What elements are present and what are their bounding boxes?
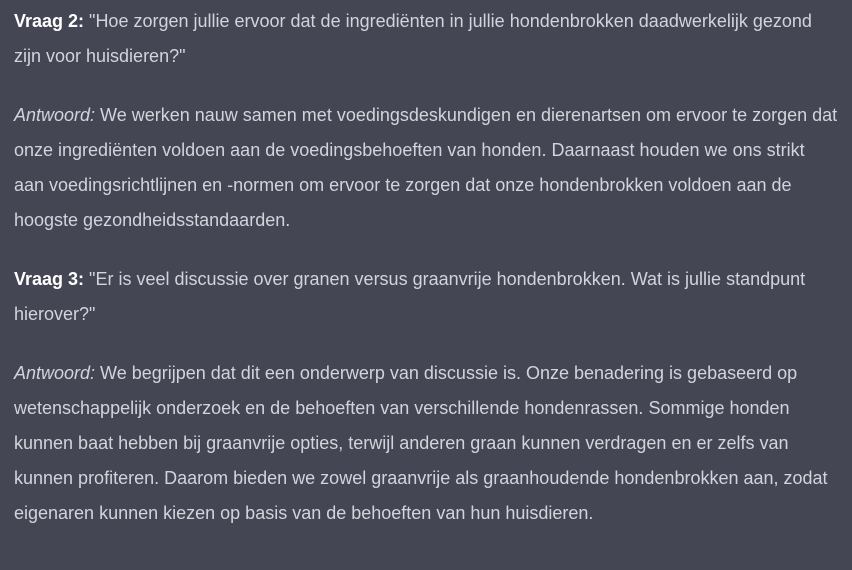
answer-3 [14,356,838,531]
answer-2 [14,98,838,238]
question-label: Vraag 3: [14,269,85,289]
answer-label: Antwoord: [14,363,96,383]
answer-label: Antwoord: [14,105,96,125]
answer-text: We werken nauw samen met voedingsdeskundigen en dierenartsen om ervoor te zorgen dat onze ingrediënten voldoen aan de voedingsbehoeften van honden. Daarnaast houden we ons strikt aan voedingsrichtlijnen en -normen om ervoor te zorgen dat onze hondenbrokken voldoen aan de hoogste gezondheidsstandaarden. [14,105,838,230]
question-label: Vraag 2: [14,11,85,31]
answer-text: We begrijpen dat dit een onderwerp van discussie is. Onze benadering is gebaseerd op wetenschappelijk onderzoek en de behoeften van verschillende hondenrassen. Sommige honden kunnen baat hebben bij graanvrije opties, terwijl anderen graan kunnen verdragen en er zelfs van kunnen profiteren. Daarom bieden we zowel graanvrije als graanhoudende hondenbrokken aan, zodat eigenaren kunnen kiezen op basis van de behoeften van hun huisdieren. [14,363,828,523]
question-2 [14,4,838,74]
question-text: "Er is veel discussie over granen versus graanvrije hondenbrokken. Wat is jullie standpunt hierover?" [14,269,806,324]
question-3 [14,262,838,332]
question-text: "Hoe zorgen jullie ervoor dat de ingrediënten in jullie hondenbrokken daadwerkelijk gezond zijn voor huisdieren?" [14,11,812,66]
